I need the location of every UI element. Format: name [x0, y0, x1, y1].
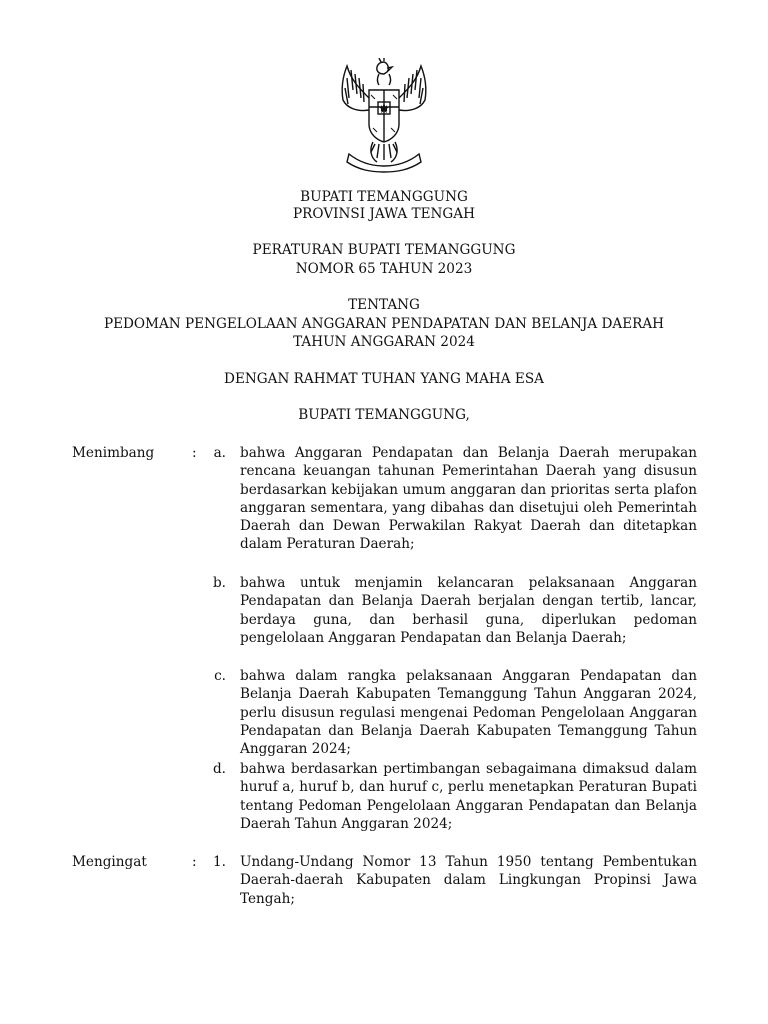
mengingat-colon: :: [192, 854, 197, 870]
mengingat-label: Mengingat: [72, 854, 147, 870]
menimbang-item-a: bahwa Anggaran Pendapatan dan Belanja Daerah merupakan rencana keuangan tahunan Pemerintahan Daerah yang disusun berdasarkan kebijakan umum anggaran dan prioritas serta plafon anggaran sementara, yang dibahas dan disetujui oleh Pemerintah Daerah dan Dewan Perwakilan Rakyat Daerah dan ditetapkan dalam Peraturan Daerah;: [240, 445, 697, 553]
subject-line-1: PEDOMAN PENGELOLAAN ANGGARAN PENDAPATAN DAN BELANJA DAERAH: [103, 316, 665, 332]
menimbang-marker-c: c.: [214, 668, 226, 684]
menimbang-item-d: bahwa berdasarkan pertimbangan sebagaimana dimaksud dalam huruf a, huruf b, dan huruf c, perlu menetapkan Peraturan Bupati tentang Pedoman Pengelolaan Anggaran Pendapatan dan Belanja Daerah Tahun Anggaran 2024;: [240, 761, 697, 832]
invocation: DENGAN RAHMAT TUHAN YANG MAHA ESA: [224, 371, 544, 387]
menimbang-marker-d: d.: [212, 761, 226, 777]
menimbang-label: Menimbang: [72, 445, 155, 461]
menimbang-marker-b: b.: [212, 575, 226, 591]
menimbang-colon: :: [192, 445, 197, 461]
regulation-number: NOMOR 65 TAHUN 2023: [295, 261, 473, 277]
mengingat-item-1: Undang-Undang Nomor 13 Tahun 1950 tentang Pembentukan Daerah-daerah Kabupaten dalam Lingkungan Propinsi Jawa Tengah;: [240, 854, 697, 907]
issuer-name: BUPATI TEMANGGUNG: [300, 189, 468, 205]
subject-line-2: TAHUN ANGGARAN 2024: [293, 334, 475, 350]
regulation-title: PERATURAN BUPATI TEMANGGUNG: [252, 242, 516, 258]
menimbang-item-c: bahwa dalam rangka pelaksanaan Anggaran Pendapatan dan Belanja Daerah Kabupaten Temanggung Tahun Anggaran 2024, perlu disusun regulasi mengenai Pedoman Pengelolaan Anggaran Pendapatan dan Belanja Daerah Kabupaten Temanggung Tahun Anggaran 2024;: [240, 668, 697, 758]
menimbang-marker-a: a.: [213, 445, 226, 461]
issuer-province: PROVINSI JAWA TENGAH: [293, 206, 475, 222]
garuda-pancasila-emblem-icon: [329, 58, 439, 173]
mengingat-marker-1: 1.: [213, 854, 226, 870]
authority: BUPATI TEMANGGUNG,: [298, 407, 470, 423]
subject-about: TENTANG: [348, 297, 420, 313]
menimbang-item-b: bahwa untuk menjamin kelancaran pelaksanaan Anggaran Pendapatan dan Belanja Daerah berjalan dengan tertib, lancar, berdaya guna, dan berhasil guna, diperlukan pedoman pengelolaan Anggaran Pendapatan dan Belanja Daerah;: [240, 575, 697, 646]
